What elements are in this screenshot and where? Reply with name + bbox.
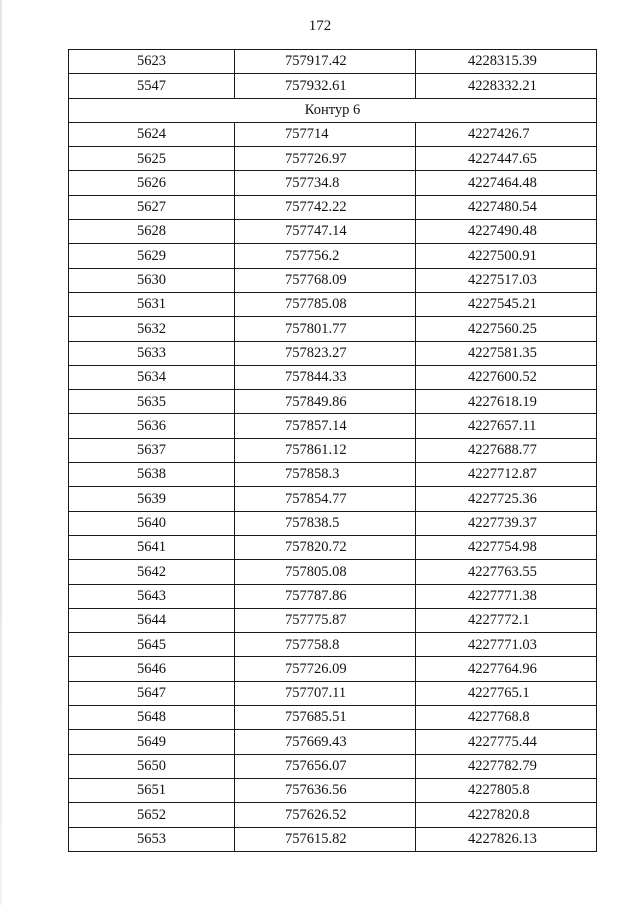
point-number-cell: 5648 bbox=[69, 706, 235, 730]
x-coordinate-cell: 757747.14 bbox=[235, 220, 416, 244]
y-coordinate-cell: 4227426.7 bbox=[416, 122, 597, 146]
table-row bbox=[69, 438, 597, 462]
x-coordinate-cell: 757714 bbox=[235, 122, 416, 146]
table-row bbox=[69, 657, 597, 681]
table-row bbox=[69, 390, 597, 414]
point-number-cell: 5625 bbox=[69, 147, 235, 171]
point-number-cell: 5649 bbox=[69, 730, 235, 754]
x-coordinate-cell: 757615.82 bbox=[235, 827, 416, 851]
y-coordinate-cell: 4227820.8 bbox=[416, 803, 597, 827]
table-row bbox=[69, 633, 597, 657]
point-number-cell: 5642 bbox=[69, 560, 235, 584]
x-coordinate-cell: 757820.72 bbox=[235, 535, 416, 559]
point-number-cell: 5641 bbox=[69, 535, 235, 559]
table-row bbox=[69, 754, 597, 778]
y-coordinate-cell: 4227517.03 bbox=[416, 268, 597, 292]
y-coordinate-cell: 4227775.44 bbox=[416, 730, 597, 754]
x-coordinate-cell: 757917.42 bbox=[235, 50, 416, 74]
x-coordinate-cell: 757849.86 bbox=[235, 390, 416, 414]
y-coordinate-cell: 4227739.37 bbox=[416, 511, 597, 535]
x-coordinate-cell: 757707.11 bbox=[235, 681, 416, 705]
x-coordinate-cell: 757787.86 bbox=[235, 584, 416, 608]
x-coordinate-cell: 757858.3 bbox=[235, 463, 416, 487]
y-coordinate-cell: 4227772.1 bbox=[416, 608, 597, 632]
table-row bbox=[69, 74, 597, 98]
x-coordinate-cell: 757844.33 bbox=[235, 365, 416, 389]
point-number-cell: 5547 bbox=[69, 74, 235, 98]
table-row bbox=[69, 511, 597, 535]
table-row bbox=[69, 292, 597, 316]
x-coordinate-cell: 757785.08 bbox=[235, 292, 416, 316]
point-number-cell: 5636 bbox=[69, 414, 235, 438]
point-number-cell: 5633 bbox=[69, 341, 235, 365]
section-row bbox=[69, 98, 597, 122]
x-coordinate-cell: 757857.14 bbox=[235, 414, 416, 438]
y-coordinate-cell: 4227480.54 bbox=[416, 195, 597, 219]
x-coordinate-cell: 757726.09 bbox=[235, 657, 416, 681]
point-number-cell: 5645 bbox=[69, 633, 235, 657]
x-coordinate-cell: 757726.97 bbox=[235, 147, 416, 171]
point-number-cell: 5652 bbox=[69, 803, 235, 827]
x-coordinate-cell: 757742.22 bbox=[235, 195, 416, 219]
y-coordinate-cell: 4228315.39 bbox=[416, 50, 597, 74]
y-coordinate-cell: 4227464.48 bbox=[416, 171, 597, 195]
point-number-cell: 5637 bbox=[69, 438, 235, 462]
table-row bbox=[69, 535, 597, 559]
y-coordinate-cell: 4227805.8 bbox=[416, 778, 597, 802]
table-row bbox=[69, 487, 597, 511]
point-number-cell: 5643 bbox=[69, 584, 235, 608]
y-coordinate-cell: 4227763.55 bbox=[416, 560, 597, 584]
y-coordinate-cell: 4227725.36 bbox=[416, 487, 597, 511]
point-number-cell: 5632 bbox=[69, 317, 235, 341]
y-coordinate-cell: 4227560.25 bbox=[416, 317, 597, 341]
y-coordinate-cell: 4228332.21 bbox=[416, 74, 597, 98]
x-coordinate-cell: 757656.07 bbox=[235, 754, 416, 778]
table-row bbox=[69, 560, 597, 584]
table-row bbox=[69, 706, 597, 730]
y-coordinate-cell: 4227782.79 bbox=[416, 754, 597, 778]
x-coordinate-cell: 757775.87 bbox=[235, 608, 416, 632]
table-row bbox=[69, 414, 597, 438]
x-coordinate-cell: 757636.56 bbox=[235, 778, 416, 802]
point-number-cell: 5647 bbox=[69, 681, 235, 705]
table-row bbox=[69, 681, 597, 705]
coordinates-table bbox=[68, 49, 597, 852]
x-coordinate-cell: 757823.27 bbox=[235, 341, 416, 365]
section-title: Контур 6 bbox=[69, 98, 597, 122]
y-coordinate-cell: 4227754.98 bbox=[416, 535, 597, 559]
y-coordinate-cell: 4227581.35 bbox=[416, 341, 597, 365]
x-coordinate-cell: 757838.5 bbox=[235, 511, 416, 535]
y-coordinate-cell: 4227447.65 bbox=[416, 147, 597, 171]
x-coordinate-cell: 757626.52 bbox=[235, 803, 416, 827]
table-row bbox=[69, 244, 597, 268]
point-number-cell: 5634 bbox=[69, 365, 235, 389]
y-coordinate-cell: 4227500.91 bbox=[416, 244, 597, 268]
point-number-cell: 5630 bbox=[69, 268, 235, 292]
table-row bbox=[69, 317, 597, 341]
table-row bbox=[69, 803, 597, 827]
point-number-cell: 5639 bbox=[69, 487, 235, 511]
point-number-cell: 5629 bbox=[69, 244, 235, 268]
x-coordinate-cell: 757758.8 bbox=[235, 633, 416, 657]
x-coordinate-cell: 757932.61 bbox=[235, 74, 416, 98]
x-coordinate-cell: 757861.12 bbox=[235, 438, 416, 462]
table-row bbox=[69, 608, 597, 632]
point-number-cell: 5623 bbox=[69, 50, 235, 74]
y-coordinate-cell: 4227771.03 bbox=[416, 633, 597, 657]
point-number-cell: 5646 bbox=[69, 657, 235, 681]
y-coordinate-cell: 4227618.19 bbox=[416, 390, 597, 414]
table-row bbox=[69, 365, 597, 389]
table-row bbox=[69, 463, 597, 487]
point-number-cell: 5624 bbox=[69, 122, 235, 146]
table-row bbox=[69, 195, 597, 219]
y-coordinate-cell: 4227490.48 bbox=[416, 220, 597, 244]
table-row bbox=[69, 341, 597, 365]
table-row bbox=[69, 730, 597, 754]
point-number-cell: 5640 bbox=[69, 511, 235, 535]
y-coordinate-cell: 4227657.11 bbox=[416, 414, 597, 438]
point-number-cell: 5626 bbox=[69, 171, 235, 195]
point-number-cell: 5631 bbox=[69, 292, 235, 316]
x-coordinate-cell: 757669.43 bbox=[235, 730, 416, 754]
point-number-cell: 5628 bbox=[69, 220, 235, 244]
y-coordinate-cell: 4227768.8 bbox=[416, 706, 597, 730]
x-coordinate-cell: 757768.09 bbox=[235, 268, 416, 292]
x-coordinate-cell: 757734.8 bbox=[235, 171, 416, 195]
table-row bbox=[69, 584, 597, 608]
x-coordinate-cell: 757685.51 bbox=[235, 706, 416, 730]
x-coordinate-cell: 757854.77 bbox=[235, 487, 416, 511]
point-number-cell: 5627 bbox=[69, 195, 235, 219]
x-coordinate-cell: 757801.77 bbox=[235, 317, 416, 341]
table-row bbox=[69, 50, 597, 74]
y-coordinate-cell: 4227600.52 bbox=[416, 365, 597, 389]
point-number-cell: 5644 bbox=[69, 608, 235, 632]
table-row bbox=[69, 122, 597, 146]
x-coordinate-cell: 757805.08 bbox=[235, 560, 416, 584]
table-row bbox=[69, 171, 597, 195]
table-row bbox=[69, 220, 597, 244]
y-coordinate-cell: 4227688.77 bbox=[416, 438, 597, 462]
y-coordinate-cell: 4227826.13 bbox=[416, 827, 597, 851]
x-coordinate-cell: 757756.2 bbox=[235, 244, 416, 268]
coordinates-table-body bbox=[69, 50, 597, 852]
scan-left-edge bbox=[0, 0, 2, 905]
y-coordinate-cell: 4227764.96 bbox=[416, 657, 597, 681]
table-row bbox=[69, 827, 597, 851]
point-number-cell: 5651 bbox=[69, 778, 235, 802]
point-number-cell: 5650 bbox=[69, 754, 235, 778]
table-row bbox=[69, 268, 597, 292]
y-coordinate-cell: 4227712.87 bbox=[416, 463, 597, 487]
y-coordinate-cell: 4227545.21 bbox=[416, 292, 597, 316]
y-coordinate-cell: 4227765.1 bbox=[416, 681, 597, 705]
point-number-cell: 5653 bbox=[69, 827, 235, 851]
table-row bbox=[69, 147, 597, 171]
page-number: 172 bbox=[308, 18, 332, 34]
table-row bbox=[69, 778, 597, 802]
point-number-cell: 5638 bbox=[69, 463, 235, 487]
y-coordinate-cell: 4227771.38 bbox=[416, 584, 597, 608]
point-number-cell: 5635 bbox=[69, 390, 235, 414]
